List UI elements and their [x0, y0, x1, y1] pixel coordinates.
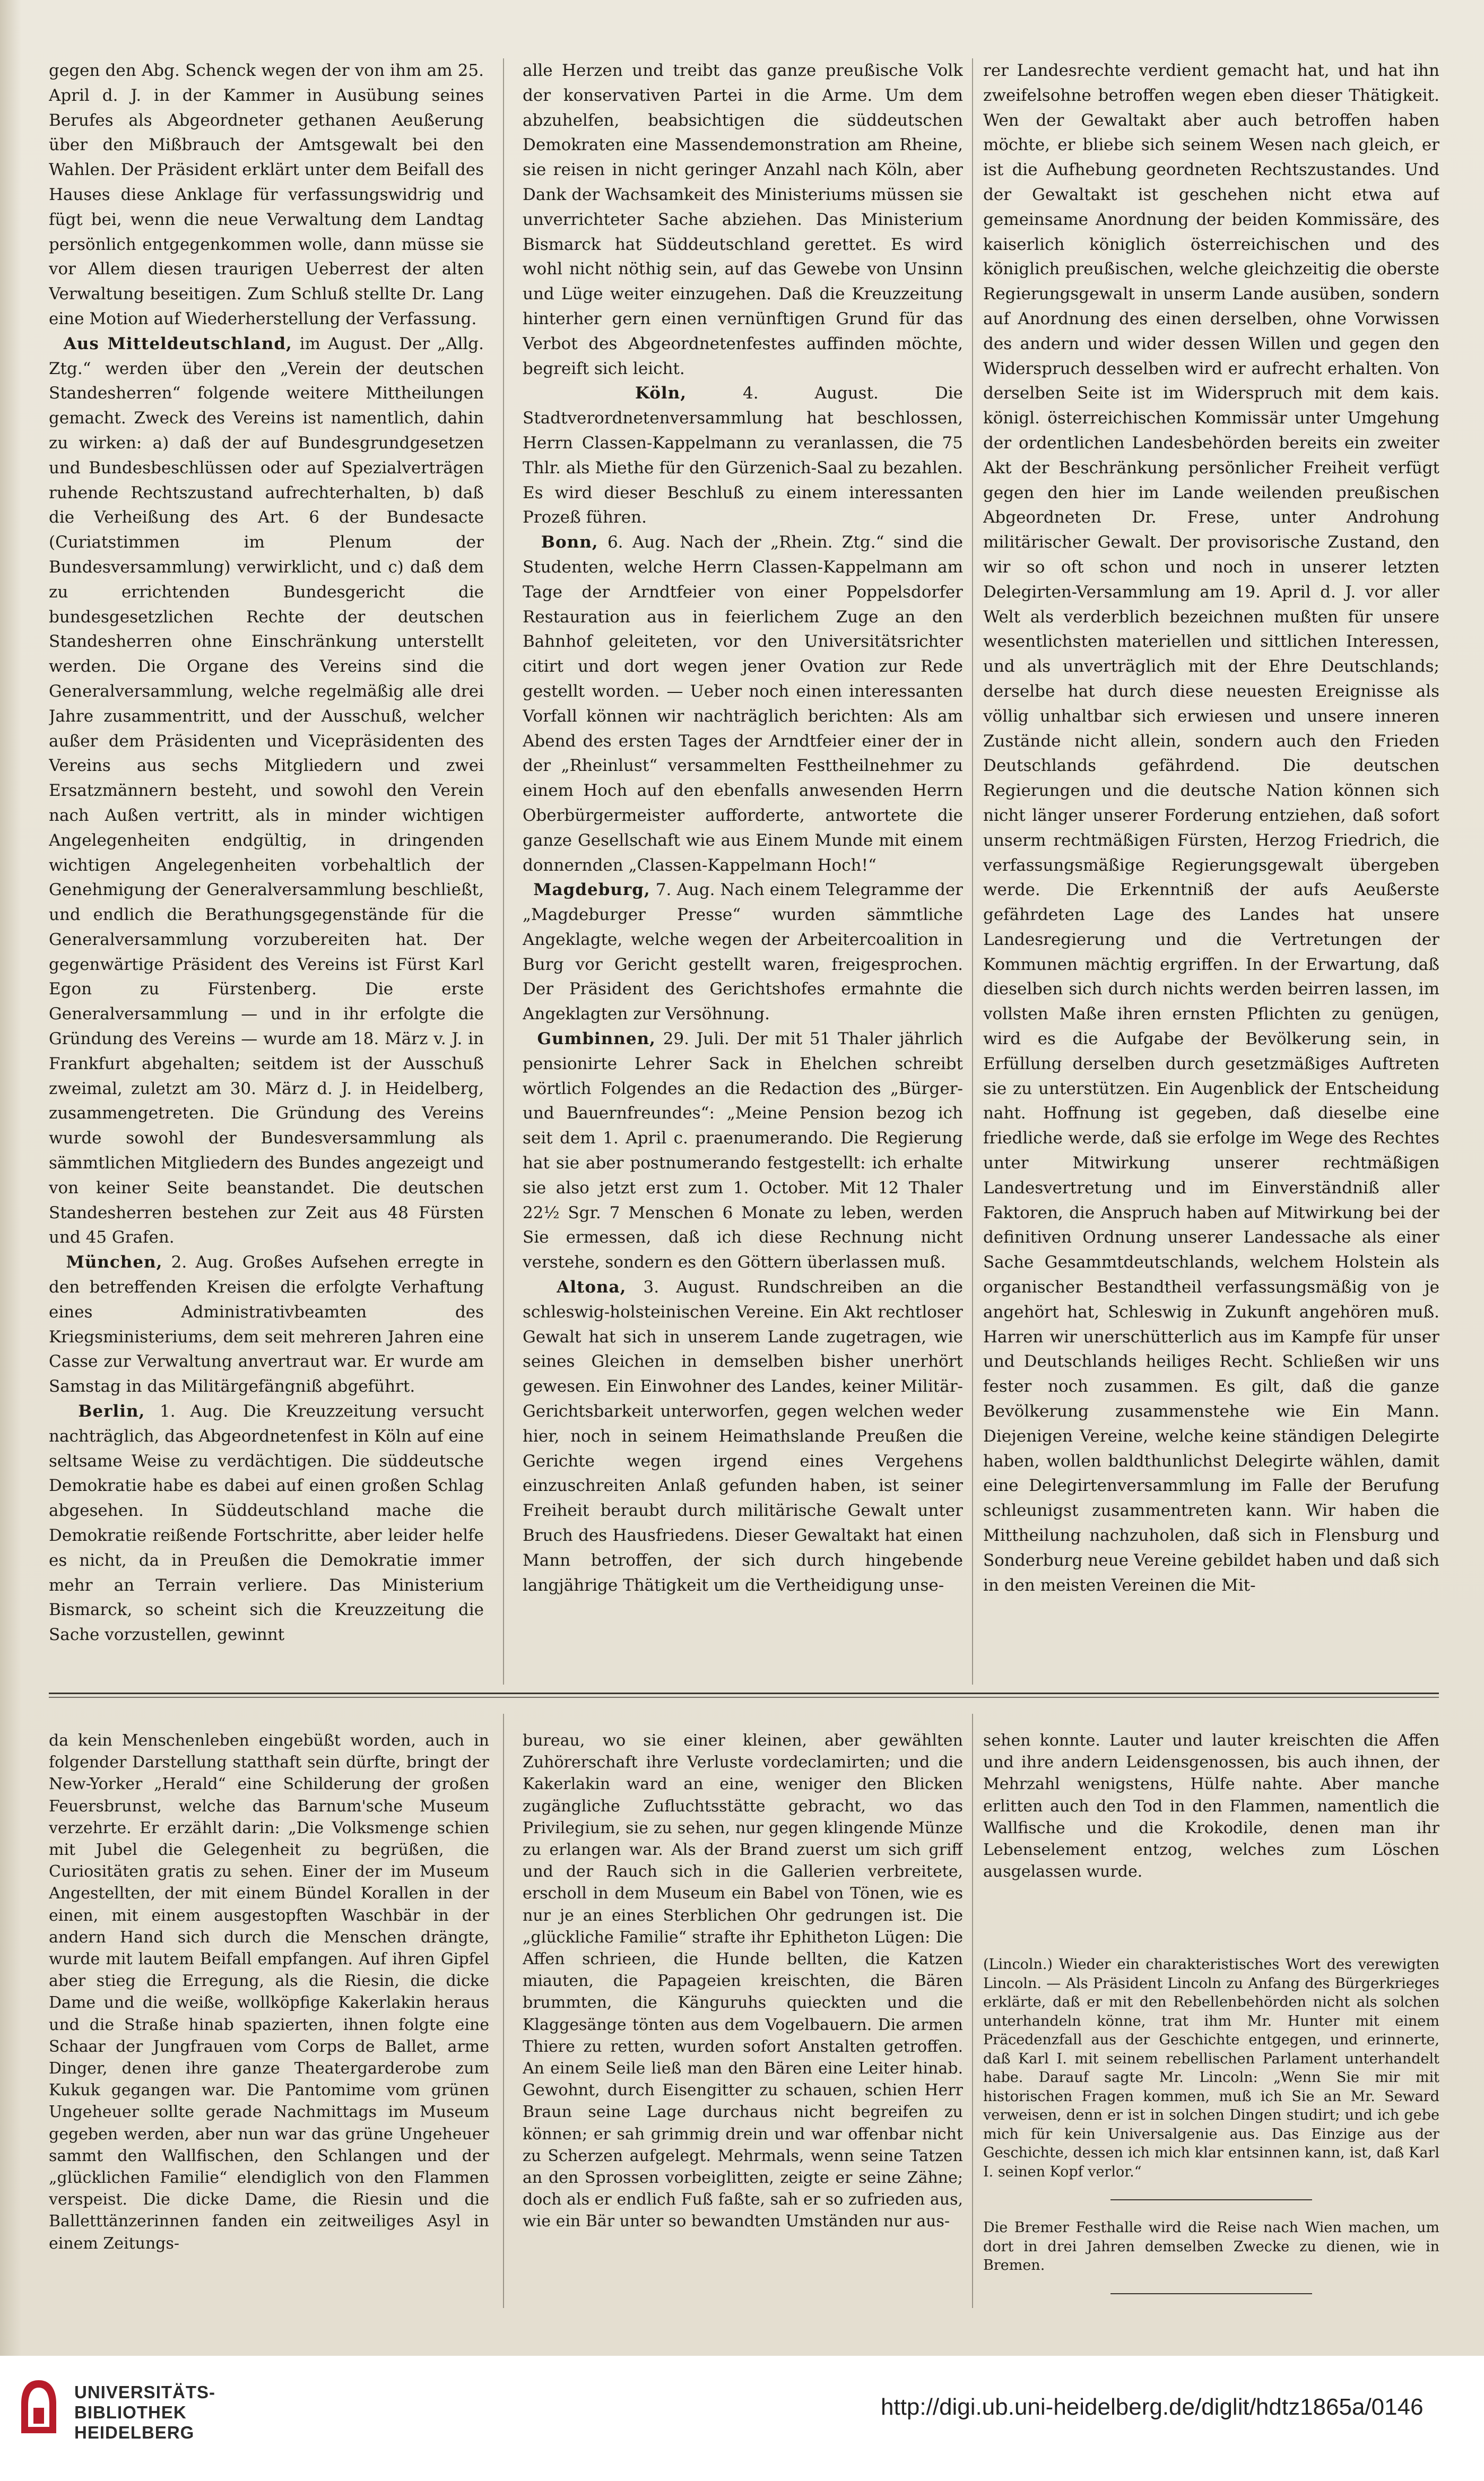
- dateline: München,: [66, 1253, 163, 1272]
- feuilleton-column-2: [523, 1714, 963, 2311]
- dateline: Magdeburg,: [533, 880, 650, 900]
- feuilleton-column-1: [49, 1714, 489, 2311]
- article-paragraph: [523, 1027, 963, 1275]
- feuilleton-separator: [49, 1693, 1439, 1694]
- feuilleton-text: sehen konnte. Lauter und lauter kreischten die Affen und ihre andern Leidensgenossen, bis auch ihnen, der Mehrzahl wenigstens, Hülfe nahte. Aber manche erlitten auch den Tod in den Flammen, namentlich die Wallfische und die Krokodile, denen man ihr Lebenselement entzog, welches zum Löschen ausgelassen wurde.: [983, 1731, 1439, 1881]
- article-text: rer Landesrechte verdient gemacht hat, und hat ihn zweifelsohne betroffen wegen eben dieser Thätigkeit. Wen der Gewaltakt aber auch betroffen haben möchte, er bliebe sich seinem Wesen nach gleich, er ist die Aufhebung geordneten Rechtszustandes. Und der Gewaltakt ist geschehen nicht etwa auf gemeinsame Anordnung der beiden Kommissäre, des kaiserlich königlich österreichischen und des königlich preußischen, welche gleichzeitig die oberste Regierungsgewalt in unserm Lande ausüben, sondern auf Anordnung des einen derselben, ohne Vorwissen des andern und wider dessen Willen und gegen den Widerspruch desselben wird er aufrecht erhalten. Von derselben Seite ist im Widerspruch mit dem kais. königl. österreichischen Kommissär unter Umgehung der ordentlichen Landesbehörden bereits ein zweiter Akt der Beschränkung persönlicher Freiheit verfügt gegen den hier im Lande weilenden preußischen Abgeordneten Dr. Frese, unter Androhung militärischer Gewalt. Der provisorische Zustand, den wir so oft schon und noch in unserer letzten Delegirten-Versammlung am 19. April d. J. vor aller Welt als verderblich bezeichnen mußten für unsere wesentlichsten materiellen und sittlichen Interessen, und als unverträglich mit der Ehre Deutschlands; derselbe hat durch diese neuesten Ereignisse als völlig unhaltbar sich erwiesen und unsere inneren Zustände nicht allein, sondern auch den Frieden Deutschlands gefährdend. Die deutschen Regierungen und die deutsche Nation können sich nicht länger unserer Forderung entziehen, daß sofort unserm rechtmäßigen Fürsten, Herzog Friedrich, die verfassungsmäßige Regierungsgewalt übergeben werde. Die Erkenntniß der aufs Aeußerste gefährdeten Lage des Landes hat unsere Landesregierung und die Vertretungen der Kommunen mächtig ergriffen. In der Erwartung, daß dieselben sich durch nichts werden beirren lassen, im vollsten Maße ihren ernsten Pflichten zu genügen, wird es die Aufgabe der Bevölkerung sein, in Erfüllung derselben durch gesetzmäßiges Auftreten sie zu unterstützen. Ein Augenblick der Entscheidung naht. Hoffnung ist gegeben, daß dieselbe eine friedliche werde, daß sie erfolge im Wege des Rechtes unter Mitwirkung unserer rechtmäßigen Landesvertretung und im Einverständniß aller Faktoren, die Anspruch haben auf Mitwirkung bei der definitiven Ordnung unserer Landessache als einer Sache Gesammtdeutschlands, welchem Holstein als organischer Bestandtheil verfassungsmäßig von je angehört hat, Schleswig in Zukunft angehören muß. Harren wir unerschütterlich aus im Kampfe für unser und Deutschlands heiliges Recht. Schließen wir uns fester noch zusammen. Es gilt, daß die ganze Bevölkerung zusammenstehe wie Ein Mann. Diejenigen Vereine, welche keine ständigen Delegirte haben, wollen baldthunlichst Delegirte wählen, damit eine Delegirtenversammlung im Falle der Berufung schleunigst zusammentreten kann. Wir haben die Mittheilung nachzuholen, daß sich in Flensburg und Sonderburg neue Vereine gebildet haben und daß sich in den meisten Vereinen die Mit-: [983, 61, 1439, 1595]
- article-text: 7. Aug. Nach einem Telegramme der „Magdeburger Presse“ wurden sämmtliche Angeklagte, welche wegen der Arbeitercoalition in Burg vor Gericht gestellt waren, freigesprochen. Der Präsident des Gerichtshofes ermahnte die Angeklagten zur Versöhnung.: [523, 880, 963, 1024]
- article-paragraph: [523, 58, 963, 381]
- bremen-notice: Die Bremer Festhalle wird die Reise nach Wien machen, um dort in drei Jahren demselben Zwecke zu dienen, wie in Bremen.: [983, 2219, 1439, 2274]
- library-name: [74, 2382, 215, 2443]
- library-name-line: BIBLIOTHEK: [74, 2402, 187, 2422]
- article-paragraph: [49, 332, 484, 1250]
- column-rule: [503, 58, 504, 1685]
- article-paragraph: [49, 58, 484, 332]
- column-rule: [503, 1714, 504, 2308]
- article-text: alle Herzen und treibt das ganze preußische Volk der konservativen Partei in die Arme. Um dem abzuhelfen, beabsichtigen die süddeutschen Demokraten eine Massendemonstration am Rheine, sie reisen in nicht geringer Anzahl nach Köln, aber Dank der Wachsamkeit des Ministeriums müssen sie unverrichteter Sache abziehen. Das Ministerium Bismarck hat Süddeutschland gerettet. Es wird wohl nicht nöthig sein, auf das Gewebe von Unsinn und Lüge weiter einzugehen. Daß die Kreuzzeitung hinterher gern einen vernünftigen Grund für das Verbot des Abgeordnetenfestes auffinden möchte, begreift sich leicht.: [523, 61, 963, 378]
- article-paragraph: [983, 58, 1439, 1598]
- dateline: Altona,: [557, 1278, 627, 1297]
- article-text: im August. Der „Allg. Ztg.“ werden über den „Verein der deutschen Standesherren“ folgende weitere Mittheilungen gemacht. Zweck des Vereins ist namentlich, dahin zu wirken: a) daß der auf Bundesgrundgesetzen und Bundesbeschlüssen oder auf Spezialverträgen ruhende Rechtszustand aufrechterhalten, b) daß die Verheißung des Art. 6 der Bundesacte (Curiatstimmen im Plenum der Bundesversammlung) verwirklicht, und c) daß dem zu errichtenden Bundesgericht die bundesgesetzlichen Rechte der deutschen Standesherren ohne Einschränkung unterstellt werden. Die Organe des Vereins sind die Generalversammlung, welche regelmäßig alle drei Jahre zusammentritt, und der Ausschuß, welcher außer dem Präsidenten und Vicepräsidenten des Vereins aus sechs Mitgliedern und zwei Ersatzmännern besteht, und sowohl den Verein nach Außen vertritt, als in minder wichtigen Angelegenheiten endgültig, in dringenden wichtigen Angelegenheiten vorbehaltlich der Genehmigung der Generalversammlung beschließt, und endlich die Berathungsgegenstände für die Generalversammlung vorzubereiten hat. Der gegenwärtige Präsident des Vereins ist Fürst Karl Egon zu Fürstenberg. Die erste Generalversammlung — und in ihr erfolgte die Gründung des Vereins — wurde am 18. März v. J. in Frankfurt abgehalten; seitdem ist der Ausschuß zweimal, zuletzt am 30. März d. J. in Heidelberg, zusammengetreten. Die Gründung des Vereins wurde sowohl der Bundesversammlung als sämmtlichen Mitgliedern des Bundes angezeigt und von keiner Seite beanstandet. Die deutschen Standesherren bestehen zur Zeit aus 48 Fürsten und 45 Grafen.: [49, 334, 484, 1247]
- article-paragraph: [523, 1275, 963, 1598]
- dateline: Berlin,: [78, 1402, 145, 1421]
- feuilleton-text: da kein Menschenleben eingebüßt worden, auch in folgender Darstellung statthaft sein dürfte, bringt der New-Yorker „Herald“ eine Schilderung der großen Feuersbrunst, welche das Barnum'sche Museum verzehrte. Er erzählt darin: „Die Volksmenge schien mit Jubel die Gelegenheit zu begrüßen, die Curiositäten gratis zu sehen. Einer der im Museum Angestellten, der mit einem Bündel Korallen in der einen, mit einem ausgestopften Waschbär in der andern Hand sich durch die Menschen drängte, wurde mit lautem Beifall empfangen. Auf ihren Gipfel aber stieg die Erregung, als die Riesin, die dicke Dame und die weiße, wollköpfige Kakerlakin heraus und die Straße hinab spazierten, ihnen folgte eine Schaar der Jungfrauen vom Corps de Ballet, arme Dinger, denen ihre ganze Theatergarderobe zum Kukuk gegangen war. Die Pantomime vom grünen Ungeheuer sollte gerade Nachmittags im Museum gegeben werden, aber nun war das grüne Ungeheuer sammt den Wallfischen, den Schlangen und der „glücklichen Familie“ elendiglich von den Flammen verspeist. Die dicke Dame, die Riesin und die Balletttänzerinnen fanden ein zeitweiliges Asyl in einem Zeitungs-: [49, 1731, 489, 2253]
- column-rule: [972, 58, 973, 1685]
- university-library-logo-icon: [15, 2376, 63, 2440]
- column-3: [983, 58, 1439, 1682]
- article-paragraph: [523, 878, 963, 1027]
- article-paragraph: [49, 1250, 484, 1399]
- column-2: [523, 58, 963, 1682]
- feuilleton-column-3: [983, 1714, 1439, 2311]
- column-1: [49, 58, 484, 1682]
- article-paragraph: [523, 530, 963, 878]
- dateline: Aus Mitteldeutschland,: [63, 334, 292, 353]
- article-text: 1. Aug. Die Kreuzzeitung versucht nachträglich, das Abgeordnetenfest in Köln auf eine seltsame Weise zu verdächtigen. Die süddeutsche Demokratie habe es dabei auf einen großen Schlag abgesehen. In Süddeutschland mache die Demokratie reißende Fortschritte, aber leider helfe es nicht, da in Preußen die Demokratie immer mehr an Terrain verliere. Das Ministerium Bismarck, so scheint sich die Kreuzzeitung die Sache vorzustellen, gewinnt: [49, 1402, 484, 1645]
- library-name-line: HEIDELBERG: [74, 2423, 195, 2442]
- binding-shadow: [0, 0, 21, 2356]
- article-text: 2. Aug. Großes Aufsehen erregte in den betreffenden Kreisen die erfolgte Verhaftung eines Administrativbeamten des Kriegsministeriums, dem seit mehreren Jahren eine Casse zur Verwaltung anvertraut war. Er wurde am Samstag in das Militärgefängniß abgeführt.: [49, 1253, 484, 1396]
- article-text: 4. August. Die Stadtverordnetenversammlung hat beschlossen, Herrn Classen-Kappelmann zu veranlassen, die 75 Thlr. als Miethe für den Gürzenich-Saal zu bezahlen. Es wird dieser Beschluß zu einem interessanten Prozeß führen.: [523, 384, 963, 527]
- lincoln-anecdote: (Lincoln.) Wieder ein charakteristisches Wort des verewigten Lincoln. — Als Präsident Lincoln zu Anfang des Bürgerkrieges erklärte, daß er mit den Rebellenbehörden nicht als solchen unterhandeln könne, trat ihm Mr. Hunter mit einem Präcedenzfall aus der Geschichte entgegen, und erinnerte, daß Karl I. mit seinem rebellischen Parlament unterhandelt habe. Darauf sagte Mr. Lincoln: „Wenn Sie mir mit historischen Fragen kommen, muß ich Sie an Mr. Seward verweisen, denn er ist in solchen Dingen studirt; und ich gebe mich für kein Universalgenie aus. Das Einzige aus der Geschichte, dessen ich mich klar entsinnen kann, ist, daß Karl I. seinen Kopf verlor.“: [983, 1956, 1439, 2180]
- short-rule: [1110, 2293, 1312, 2294]
- article-text: gegen den Abg. Schenck wegen der von ihm am 25. April d. J. in der Kammer in Ausübung seines Berufes als Abgeordneter gethanen Aeußerung über den Mißbrauch der Amtsgewalt bei den Wahlen. Der Präsident erklärt unter dem Beifall des Hauses diese Anklage für verfassungswidrig und fügt bei, wenn die neue Verwaltung dem Landtag persönlich entgegenkommen wolle, dann müsse sie vor Allem diesen traurigen Ueberrest der alten Verwaltung beseitigen. Zum Schluß stellte Dr. Lang eine Motion auf Wiederherstellung der Verfassung.: [49, 61, 484, 328]
- article-text: 3. August. Rundschreiben an die schleswig-holsteinischen Vereine. Ein Akt rechtloser Gewalt hat sich in unserem Lande zugetragen, wie seines Gleichen in demselben bisher unerhört gewesen. Ein Einwohner des Landes, keiner Militär-Gerichtsbarkeit unterworfen, gegen welchen weder hier, noch in seinem Heimathslande Preußen die Gerichte wegen irgend eines Vergehens einzuschreiten Anlaß gefunden haben, ist seiner Freiheit beraubt durch militärische Gewalt unter Bruch des Hausfriedens. Dieser Gewaltakt hat einen Mann betroffen, der sich durch hingebende langjährige Thätigkeit um die Vertheidigung unse-: [523, 1278, 963, 1595]
- article-paragraph: [523, 381, 963, 530]
- feuilleton-separator-thin: [49, 1697, 1439, 1698]
- source-url-link[interactable]: http://digi.ub.uni-heidelberg.de/diglit/hdtz1865a/0146: [881, 2394, 1424, 2420]
- feuilleton-text: bureau, wo sie einer kleinen, aber gewählten Zuhörerschaft ihre Verluste vordeclamirten; und die Kakerlakin ward an eine, weniger den Blicken zugängliche Zufluchtsstätte gebracht, wo das Privilegium, sie zu sehen, nur gegen klingende Münze zu erlangen war. Als der Brand zuerst um sich griff und der Rauch sich in die Gallerien verbreitete, erscholl in dem Museum ein Babel von Tönen, wie es nur je an eines Sterblichen Ohr gedrungen ist. Die „glückliche Familie“ strafte ihr Ephitheton Lügen: Die Affen schrieen, die Hunde bellten, die Katzen miauten, die Papageien kreischten, die Bären brummten, die Känguruhs quieckten und die Klaggesänge tönten aus dem Vogelbauern. Die armen Thiere zu retten, wurden sofort Anstalten getroffen. An einem Seile ließ man den Bären eine Leiter hinab. Gewohnt, durch Eisengitter zu schauen, schien Herr Braun seine Lage durchaus nicht begreifen zu können; er sah grimmig drein und war offenbar nicht zu Scherzen aufgelegt. Mehrmals, wenn seine Tatzen an den Sprossen vorbeiglitten, zeigte er seine Zähne; doch als er endlich Fuß faßte, sah er so zufrieden aus, wie ein Bär unter so bewandten Umständen nur aus-: [523, 1731, 963, 2231]
- library-name-line: UNIVERSITÄTS-: [74, 2382, 216, 2402]
- article-text: 6. Aug. Nach der „Rhein. Ztg.“ sind die Studenten, welche Herrn Classen-Kappelmann am Tage der Arndtfeier von einer Poppelsdorfer Restauration aus in feierlichem Zuge an den Bahnhof geleiteten, vor den Universitätsrichter citirt und dort wegen jener Ovation zur Rede gestellt worden. — Ueber noch einen interessanten Vorfall können wir nachträglich berichten: Als am Abend des ersten Tages der Arndtfeier einer der in der „Rheinlust“ versammelten Festtheilnehmer zu einem Hoch auf den ebenfalls anwesenden Herrn Oberbürgermeister aufforderte, antwortete die ganze Gesellschaft wie aus Einem Munde mit einem donnernden „Classen-Kappelmann Hoch!“: [523, 533, 963, 875]
- dateline: Gumbinnen,: [537, 1029, 656, 1049]
- column-rule: [972, 1714, 973, 2308]
- article-text: 29. Juli. Der mit 51 Thaler jährlich pensionirte Lehrer Sack in Ehelchen schreibt wörtlich Folgendes an die Redaction des „Bürger- und Bauernfreundes“: „Meine Pension bezog ich seit dem 1. April c. praenumerando. Die Regierung hat sie aber postnumerando festgestellt: ich erhalte sie also jetzt erst zum 1. October. Mit 12 Thaler 22½ Sgr. 7 Menschen 6 Monate zu leben, werden Sie ermessen, daß ich diese Rechnung nicht verstehe, sondern es den Göttern überlassen muß.: [523, 1029, 963, 1272]
- dateline: Köln,: [635, 384, 687, 403]
- dateline: Bonn,: [541, 533, 598, 552]
- article-paragraph: [49, 1399, 484, 1647]
- short-rule: [1110, 2199, 1312, 2200]
